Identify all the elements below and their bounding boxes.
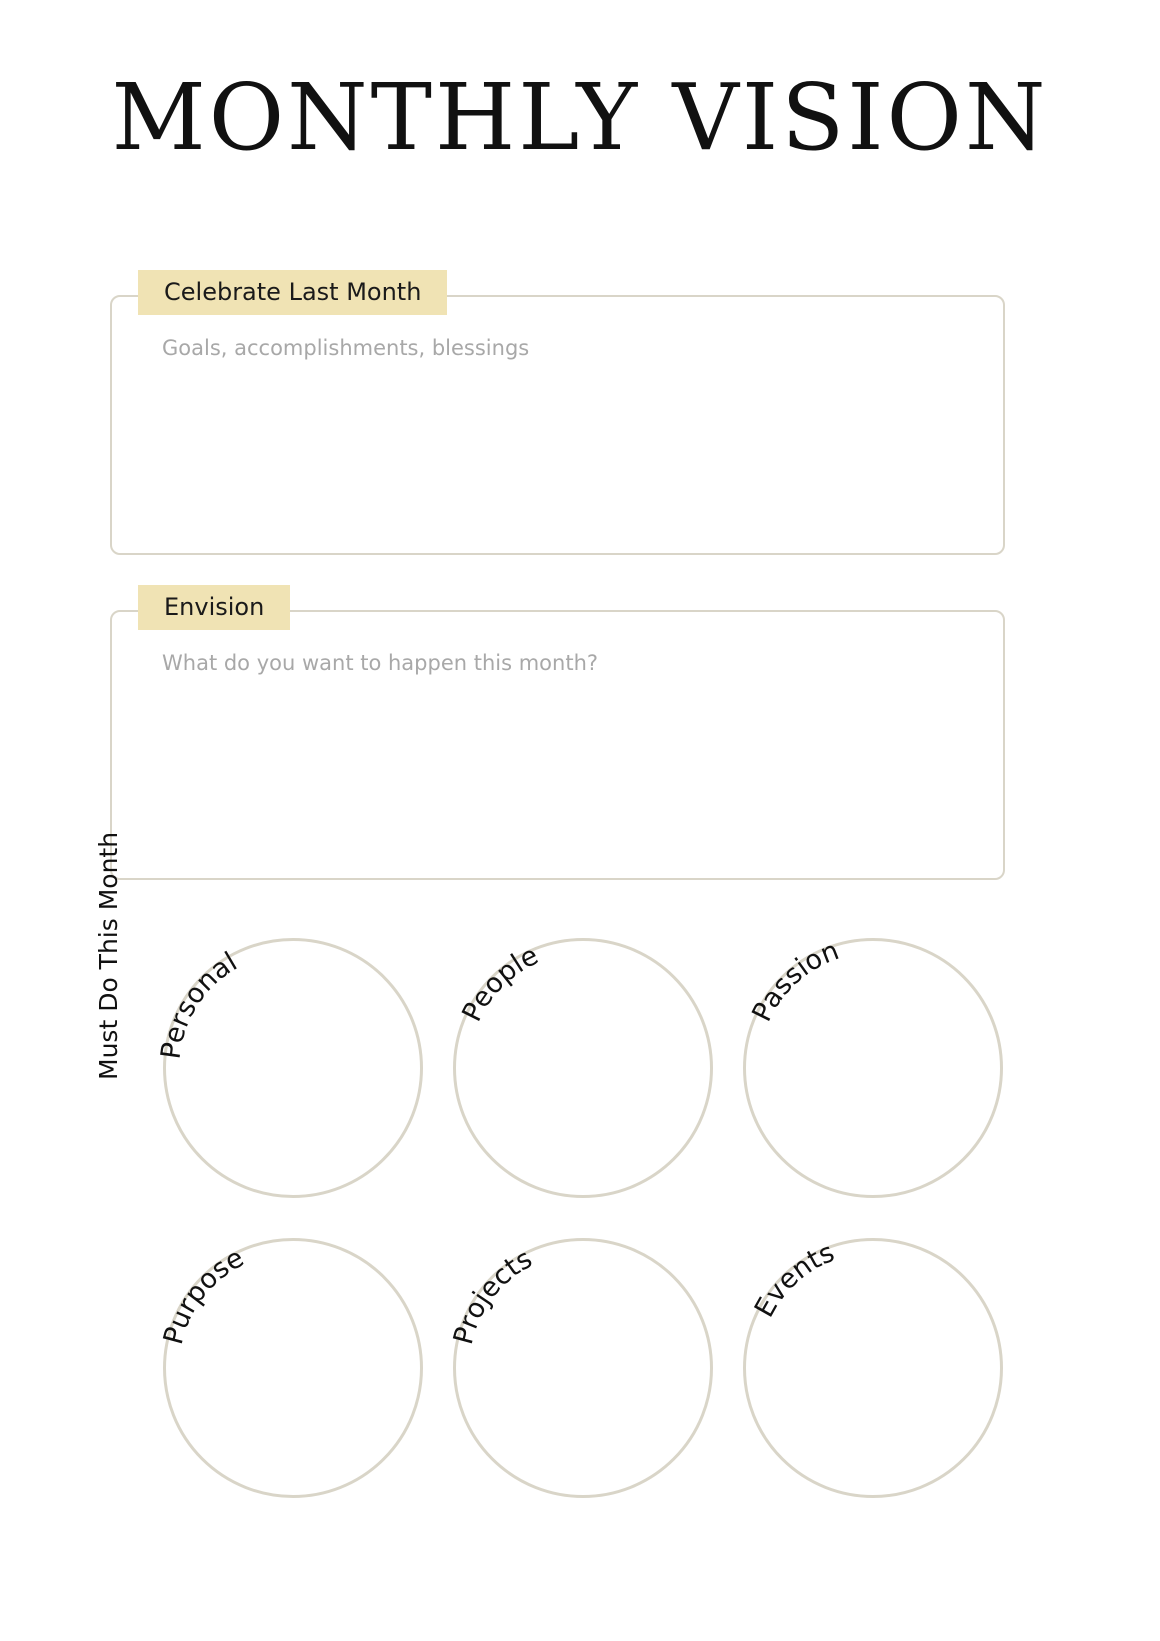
envision-label: Envision [138, 585, 290, 630]
circle-people[interactable] [453, 938, 713, 1198]
circle-purpose-label-text: Purpose [157, 1242, 250, 1348]
celebrate-last-month-field[interactable] [110, 295, 1005, 555]
circle-personal-label-text: Personal [155, 946, 243, 1061]
circle-passion-label-text: Passion [746, 935, 844, 1027]
circle-passion[interactable] [743, 938, 1003, 1198]
celebrate-last-month-label: Celebrate Last Month [138, 270, 447, 315]
circle-purpose[interactable] [163, 1238, 423, 1498]
circle-projects-label-text: Projects [447, 1243, 538, 1348]
must-do-this-month-label: Must Do This Month [94, 831, 123, 1080]
envision-placeholder: What do you want to happen this month? [162, 651, 599, 675]
circle-events[interactable] [743, 1238, 1003, 1498]
circle-projects[interactable] [453, 1238, 713, 1498]
circle-events-label-text: Events [748, 1237, 839, 1323]
page-title: MONTHLY VISION [111, 64, 1049, 171]
celebrate-last-month-placeholder: Goals, accomplishments, blessings [162, 336, 530, 360]
circle-people-label-text: People [456, 939, 544, 1027]
circle-personal[interactable] [163, 938, 423, 1198]
